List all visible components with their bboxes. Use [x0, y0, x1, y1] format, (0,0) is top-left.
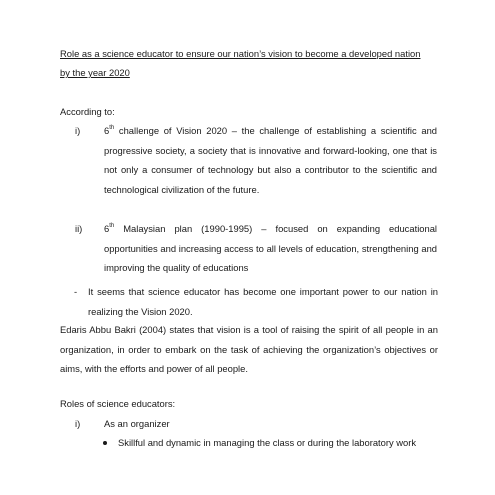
document-title-line-2: by the year 2020 — [60, 67, 130, 78]
item-1-number: i) — [75, 125, 81, 136]
bullet-dot-icon — [103, 441, 107, 445]
item-2-superscript: th — [109, 222, 115, 229]
item-2-paragraph — [104, 219, 437, 278]
according-to-label: According to: — [60, 106, 115, 117]
item-2-number: ii) — [75, 223, 83, 234]
item-1-ordinal: 6 — [104, 125, 110, 136]
edaris-paragraph: Edaris Abbu Bakri (2004) states that vision is a tool of raising the spirit of all people in an organization, in order to embark on the task of achieving the organization’s objectives or aims, with the efforts and power of all people. — [60, 324, 438, 374]
role-1-number: i) — [75, 418, 81, 429]
roles-heading: Roles of science educators: — [60, 398, 176, 409]
document-title-line-1: Role as a science educator to ensure our nation’s vision to become a developed nation — [60, 48, 421, 59]
role-1-bullet-text: Skillful and dynamic in managing the class or during the laboratory work — [118, 437, 417, 448]
item-2-ordinal: 6 — [104, 223, 110, 234]
item-1-text: challenge of Vision 2020 – the challenge of establishing a scientific and progressive society, a society that is innovative and forward-looking, one that is not only a consumer of technology but also a contributor to the scientific and technological civilization of the future. — [104, 125, 437, 195]
dash-item-text: It seems that science educator has become one important power to our nation in realizing the Vision 2020. — [88, 286, 438, 317]
item-1-superscript: th — [109, 124, 115, 131]
dash-marker: - — [74, 286, 78, 297]
item-2-text: Malaysian plan (1990-1995) – focused on expanding educational opportunities and increasing access to all levels of education, strengthening and improving the quality of educations — [104, 223, 437, 273]
role-1-label: As an organizer — [104, 418, 170, 429]
item-1-paragraph — [104, 121, 437, 199]
